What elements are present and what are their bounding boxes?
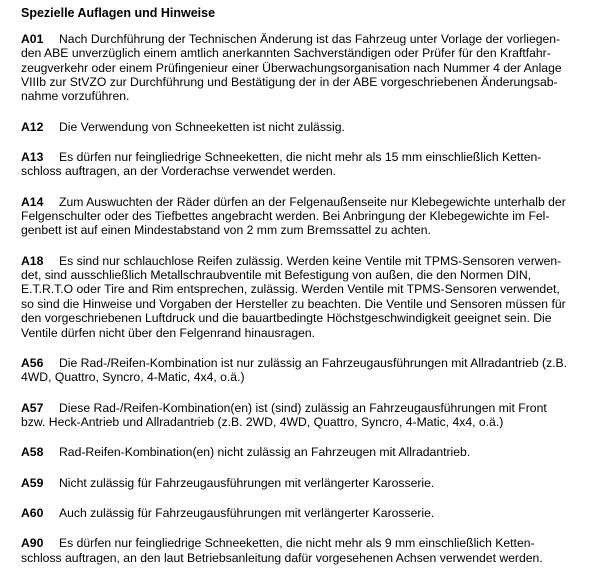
note-text: 4WD, Quattro, Syncro, 4-Matic, 4x4, o.ä.) [21, 370, 245, 385]
note-continuation-line [21, 89, 581, 103]
note-text: det, sind ausschließlich Metallschraubventile mit Befestigung von außen, die den Normen DIN, [21, 268, 532, 283]
note-text: Zum Auswuchten der Räder dürfen an der Felgenaußenseite nur Klebegewichte unterhalb der [59, 194, 566, 209]
note-entry-a60 [21, 506, 581, 520]
note-entry-a12 [21, 120, 581, 134]
note-entry-a14 [21, 195, 581, 238]
note-text: nahme vorzuführen. [21, 89, 130, 104]
note-code: A01 [21, 32, 44, 46]
note-first-line [21, 32, 581, 46]
note-continuation-line [21, 75, 581, 89]
note-text: Es sind nur schlauchlose Reifen zulässig. Werden keine Ventile mit TPMS-Sensoren verwen- [59, 253, 562, 268]
note-code: A18 [21, 253, 44, 268]
note-first-line [21, 120, 581, 134]
note-text: so sind die Hinweise und Vorgaben der Hersteller zu beachten. Die Ventile und Sensoren müssen für [21, 296, 566, 311]
note-continuation-line [21, 370, 581, 384]
note-code: A13 [21, 150, 44, 165]
note-continuation-line [21, 311, 581, 325]
note-text: bzw. Heck-Antrieb und Allradantrieb (z.B. 2WD, 4WD, Quattro, Syncro, 4-Matic, 4x4, o.ä.) [21, 414, 504, 429]
note-continuation-line [21, 268, 581, 282]
note-first-line [21, 445, 581, 459]
note-first-line [21, 254, 581, 268]
note-code: A56 [21, 355, 44, 370]
note-code: A59 [21, 475, 44, 490]
note-continuation-line [21, 326, 581, 340]
note-first-line [21, 195, 581, 209]
note-text: Auch zulässig für Fahrzeugausführungen mit verlängerter Karosserie. [59, 505, 435, 520]
note-continuation-line [21, 223, 581, 237]
note-text: Nicht zulässig für Fahrzeugausführungen mit verlängerter Karosserie. [59, 475, 435, 490]
note-text: Rad-Reifen-Kombination(en) nicht zulässig an Fahrzeugen mit Allradantrieb. [59, 445, 471, 460]
note-text: Nach Durchführung der Technischen Änderung ist das Fahrzeug unter Vorlage der vorliegen- [59, 32, 561, 46]
note-first-line [21, 476, 581, 490]
notes-list [21, 32, 581, 565]
note-first-line [21, 150, 581, 164]
note-text: genbett ist auf einen Mindestabstand von 2 mm zum Bremssattel zu achten. [21, 223, 431, 238]
note-entry-a18 [21, 254, 581, 340]
note-text: zeugverkehr oder einem Prüfingenieur einer Überwachungsorganisation nach Nummer 4 der Anlage [21, 60, 562, 75]
note-continuation-line [21, 282, 581, 296]
note-continuation-line [21, 46, 581, 60]
note-code: A90 [21, 536, 44, 551]
note-text: VIIIb zur StVZO zur Durchführung und Bestätigung der in der ABE vorgeschriebenen Änderungsab- [21, 75, 558, 90]
note-text: Felgenschulter oder des Tiefbettes angebracht werden. Bei Anbringung der Klebegewichte im Fel- [21, 209, 550, 224]
note-text: E.T.R.T.O oder Tire and Rim entsprechen, zulässig. Werden Ventile mit TPMS-Sensoren verwendet, [21, 282, 560, 297]
section-title: Spezielle Auflagen und Hinweise [21, 6, 216, 20]
note-code: A60 [21, 505, 44, 520]
note-text: den ABE unverzüglich einem amtlich anerkannten Sachverständigen oder Prüfer für den Kraftfahr- [21, 46, 551, 61]
note-code: A12 [21, 119, 44, 134]
note-continuation-line [21, 297, 581, 311]
note-text: Diese Rad-/Reifen-Kombination(en) ist (sind) zulässig an Fahrzeugausführungen mit Front [59, 400, 547, 415]
note-text: schloss auftragen, an den laut Betriebsanleitung dafür vorgesehenen Achsen verwendet werden. [21, 550, 543, 565]
note-entry-a59 [21, 476, 581, 490]
note-first-line [21, 356, 581, 370]
note-code: A58 [21, 445, 44, 460]
note-entry-a90 [21, 536, 581, 565]
note-entry-a56 [21, 356, 581, 385]
note-continuation-line [21, 415, 581, 429]
note-text: Ventile dürfen nicht über den Felgenrand hinausragen. [21, 325, 316, 340]
note-continuation-line [21, 209, 581, 223]
note-text: Es dürfen nur feingliedrige Schneeketten, die nicht mehr als 9 mm einschließlich Ketten- [59, 536, 535, 551]
note-continuation-line [21, 61, 581, 75]
note-entry-a01 [21, 32, 581, 104]
note-entry-a13 [21, 150, 581, 179]
note-first-line [21, 506, 581, 520]
note-entry-a57 [21, 401, 581, 430]
note-text: Die Verwendung von Schneeketten ist nicht zulässig. [59, 119, 345, 134]
note-text: Es dürfen nur feingliedrige Schneeketten, die nicht mehr als 15 mm einschließlich Ketten- [59, 150, 542, 165]
note-text: Die Rad-/Reifen-Kombination ist nur zulässig an Fahrzeugausführungen mit Allradantrieb (z.B. [59, 355, 568, 370]
note-continuation-line [21, 164, 581, 178]
note-text: den vorgeschriebenen Luftdruck und die bauartbedingte Höchstgeschwindigkeit geeignet sein. Die [21, 311, 552, 326]
document-page [21, 6, 581, 581]
note-code: A14 [21, 194, 44, 209]
note-first-line [21, 401, 581, 415]
note-text: schloss auftragen, an der Vorderachse verwendet werden. [21, 164, 337, 179]
note-first-line [21, 536, 581, 550]
note-entry-a58 [21, 445, 581, 459]
note-code: A57 [21, 400, 44, 415]
note-continuation-line [21, 551, 581, 565]
